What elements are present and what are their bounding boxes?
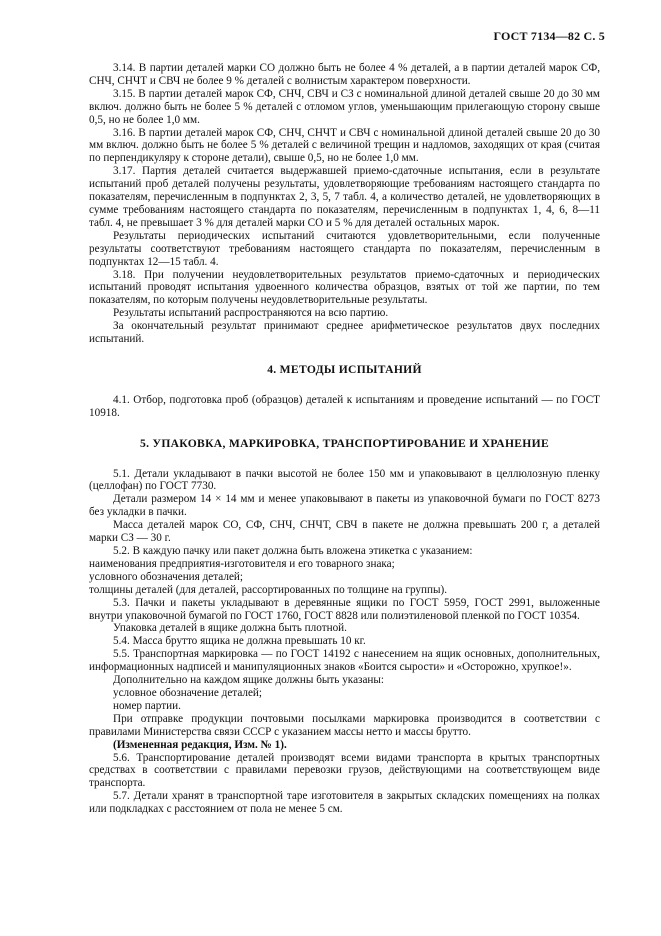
paragraph-5-6: 5.6. Транспортирование деталей производят всеми видами транспорта в крытых транспортных средствах в соответствии с правилами перевозки грузов, действующими на соответствующем виде транспорта.	[89, 751, 600, 790]
paragraph-5-4: 5.4. Масса брутто ящика не должна превышать 10 кг.	[113, 635, 366, 648]
paragraph-3-14: 3.14. В партии деталей марки СО должно быть не более 4 % деталей, а в партии деталей марок СФ, СНЧ, СНЧТ и СВЧ не более 9 % деталей с волнистым характером поверхности.	[89, 62, 600, 87]
paragraph-3-16: 3.16. В партии деталей марок СФ, СНЧ, СНЧТ и СВЧ с номинальной длиной деталей свыше 20 до 30 мм включ. должно быть не более 5 % деталей с величиной трещин и надломов, заходящих от края (считая по перпендикуляру к стороне детали), свыше 0,5, но не более 1,0 мм.	[89, 126, 600, 165]
section-5-title: 5. УПАКОВКА, МАРКИРОВКА, ТРАНСПОРТИРОВАНИЕ И ХРАНЕНИЕ	[140, 436, 549, 450]
paragraph-3-18-final: За окончательный результат принимают среднее арифметическое результатов двух последних испытаний.	[89, 320, 600, 346]
paragraph-3-18: 3.18. При получении неудовлетворительных результатов приемо-сдаточных и периодических испытаний проводят испытания удвоенного количества образцов, взятых от той же партии, по тем показателям, по которым получены неудовлетворительные результаты.	[89, 268, 600, 307]
paragraph-3-18-scope: Результаты испытаний распространяются на всю партию.	[113, 307, 389, 320]
paragraph-3-17: 3.17. Партия деталей считается выдержавшей приемо-сдаточные испытания, если в результате испытаний проб деталей получены результаты, удовлетворяющие требованиям настоящего стандарта по показателям, перечисленным в подпунктах 2, 3, 5, 7 табл. 4, а количество деталей, не удовлетворяющих в сумме требованиям настоящего стандарта по показателям, перечисленным в подпунктах 1, 4, 6, 8—11 табл. 4, не превышает 3 % для деталей марки СО и 5 % для деталей остальных марок.	[89, 165, 600, 229]
paragraph-5-1: 5.1. Детали укладывают в пачки высотой не более 150 мм и упаковывают в целлюлозную пленку (целлофан) по ГОСТ 7730.	[89, 467, 600, 493]
list-item-designation: условного обозначения деталей;	[89, 570, 244, 583]
paragraph-5-1-small: Детали размером 14 × 14 мм и менее упаковывают в пакеты из упаковочной бумаги по ГОСТ 8273 без укладки в пачки.	[89, 493, 600, 519]
page-content	[89, 62, 600, 816]
paragraph-5-3-packing: Упаковка деталей в ящике должна быть плотной.	[113, 622, 347, 635]
paragraph-5-5: 5.5. Транспортная маркировка — по ГОСТ 14192 с нанесением на ящик основных, дополнительных, информационных надписей и манипуляционных знаков «Боится сырости» и «Осторожно, хрупкое!».	[89, 648, 600, 674]
paragraph-5-5-postal: При отправке продукции почтовыми посылками маркировка производится в соответствии с правилами Министерства связи СССР с указанием массы нетто и массы брутто.	[89, 712, 600, 738]
paragraph-5-1-mass: Масса деталей марок СО, СФ, СНЧ, СНЧТ, СВЧ в пакете не должна превышать 200 г, а деталей марки СЗ — 30 г.	[89, 519, 600, 545]
paragraph-5-7: 5.7. Детали хранят в транспортной таре изготовителя в закрытых складских помещениях на полках или подкладках с расстоянием от пола не менее 5 см.	[89, 790, 600, 816]
paragraph-4-1: 4.1. Отбор, подготовка проб (образцов) деталей к испытаниям и проведение испытаний — по ГОСТ 10918.	[89, 393, 600, 419]
paragraph-3-17-periodic: Результаты периодических испытаний считаются удовлетворительными, если полученные результаты соответствуют требованиям настоящего стандарта по показателям, перечисленным в подпунктах 12—15 табл. 4.	[89, 229, 600, 268]
paragraph-5-3: 5.3. Пачки и пакеты укладывают в деревянные ящики по ГОСТ 5959, ГОСТ 2991, выложенные внутри упаковочной бумагой по ГОСТ 1760, ГОСТ 8828 или полиэтиленовой пленкой по ГОСТ 10354.	[89, 596, 600, 622]
section-4-title: 4. МЕТОДЫ ИСПЫТАНИЙ	[267, 362, 422, 376]
amendment-note: (Измененная редакция, Изм. № 1).	[113, 738, 287, 751]
paragraph-3-15: 3.15. В партии деталей марок СФ, СНЧ, СВЧ и СЗ с номинальной длиной деталей свыше 20 до 30 мм включ. должно быть не более 5 % деталей с отломом углов, уменьшающим прилегающую сторону свыше 0,5, но не более 1,0 мм.	[89, 87, 600, 126]
list-item-manufacturer: наименования предприятия-изготовителя и его товарного знака;	[89, 557, 395, 570]
paragraph-5-5-additional: Дополнительно на каждом ящике должны быть указаны:	[113, 674, 385, 687]
list-item-thickness: толщины деталей (для деталей, рассортированных по толщине на группы).	[89, 583, 448, 596]
list-item-batch-number: номер партии.	[113, 699, 181, 712]
list-item-box-designation: условное обозначение деталей;	[113, 686, 263, 699]
paragraph-5-2: 5.2. В каждую пачку или пакет должна быть вложена этикетка с указанием:	[113, 545, 473, 557]
page-header: ГОСТ 7134—82 С. 5	[493, 29, 605, 43]
